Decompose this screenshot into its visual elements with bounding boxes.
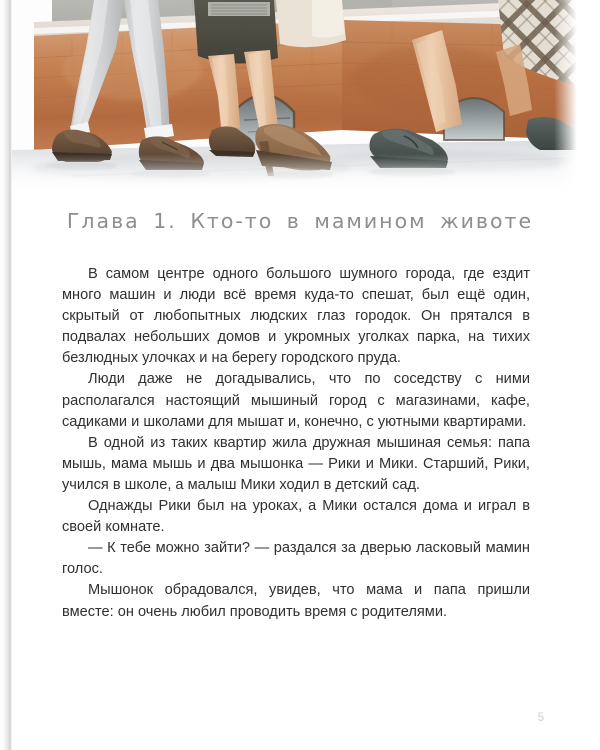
- body-text: [62, 264, 530, 623]
- book-gutter-shadow: [0, 0, 12, 750]
- paragraph: Мышонок обрадовался, увидев, что мама и папа пришли вместе: он очень любил проводить время с родителями.: [62, 582, 530, 620]
- paragraph: В одной из таких квартир жила дружная мышиная семья: папа мышь, мама мышь и два мышонка — Рики и Мики. Старший, Рики, учился в школе, а малыш Мики ходил в детский сад.: [62, 434, 530, 493]
- page-number: 5: [537, 712, 544, 724]
- paragraph: Люди даже не догадывались, что по соседству с ними располагался настоящий мышиный город с магазинами, кафе, садиками и школами для мышат и, конечно, с уютными квартирами.: [62, 371, 530, 430]
- chapter-illustration: [12, 0, 578, 200]
- paragraph: — К тебе можно зайти? — раздался за дверью ласковый мамин голос.: [62, 540, 530, 578]
- paragraph: В самом центре одного большого шумного города, где ездит много машин и люди всё время куда-то спешат, был ещё один, скрытый от любопытных людских глаз городок. Он прятался в подвалах небольших домов и укромных уголках парка, на тихих безлюдных улочках и на берегу городского пруда.: [62, 266, 530, 367]
- book-gutter-line: [10, 0, 11, 750]
- paragraph: Однажды Рики был на уроках, а Мики остался дома и играл в своей комнате.: [62, 498, 530, 536]
- chapter-title: Глава 1. Кто-то в мамином животе: [66, 209, 534, 233]
